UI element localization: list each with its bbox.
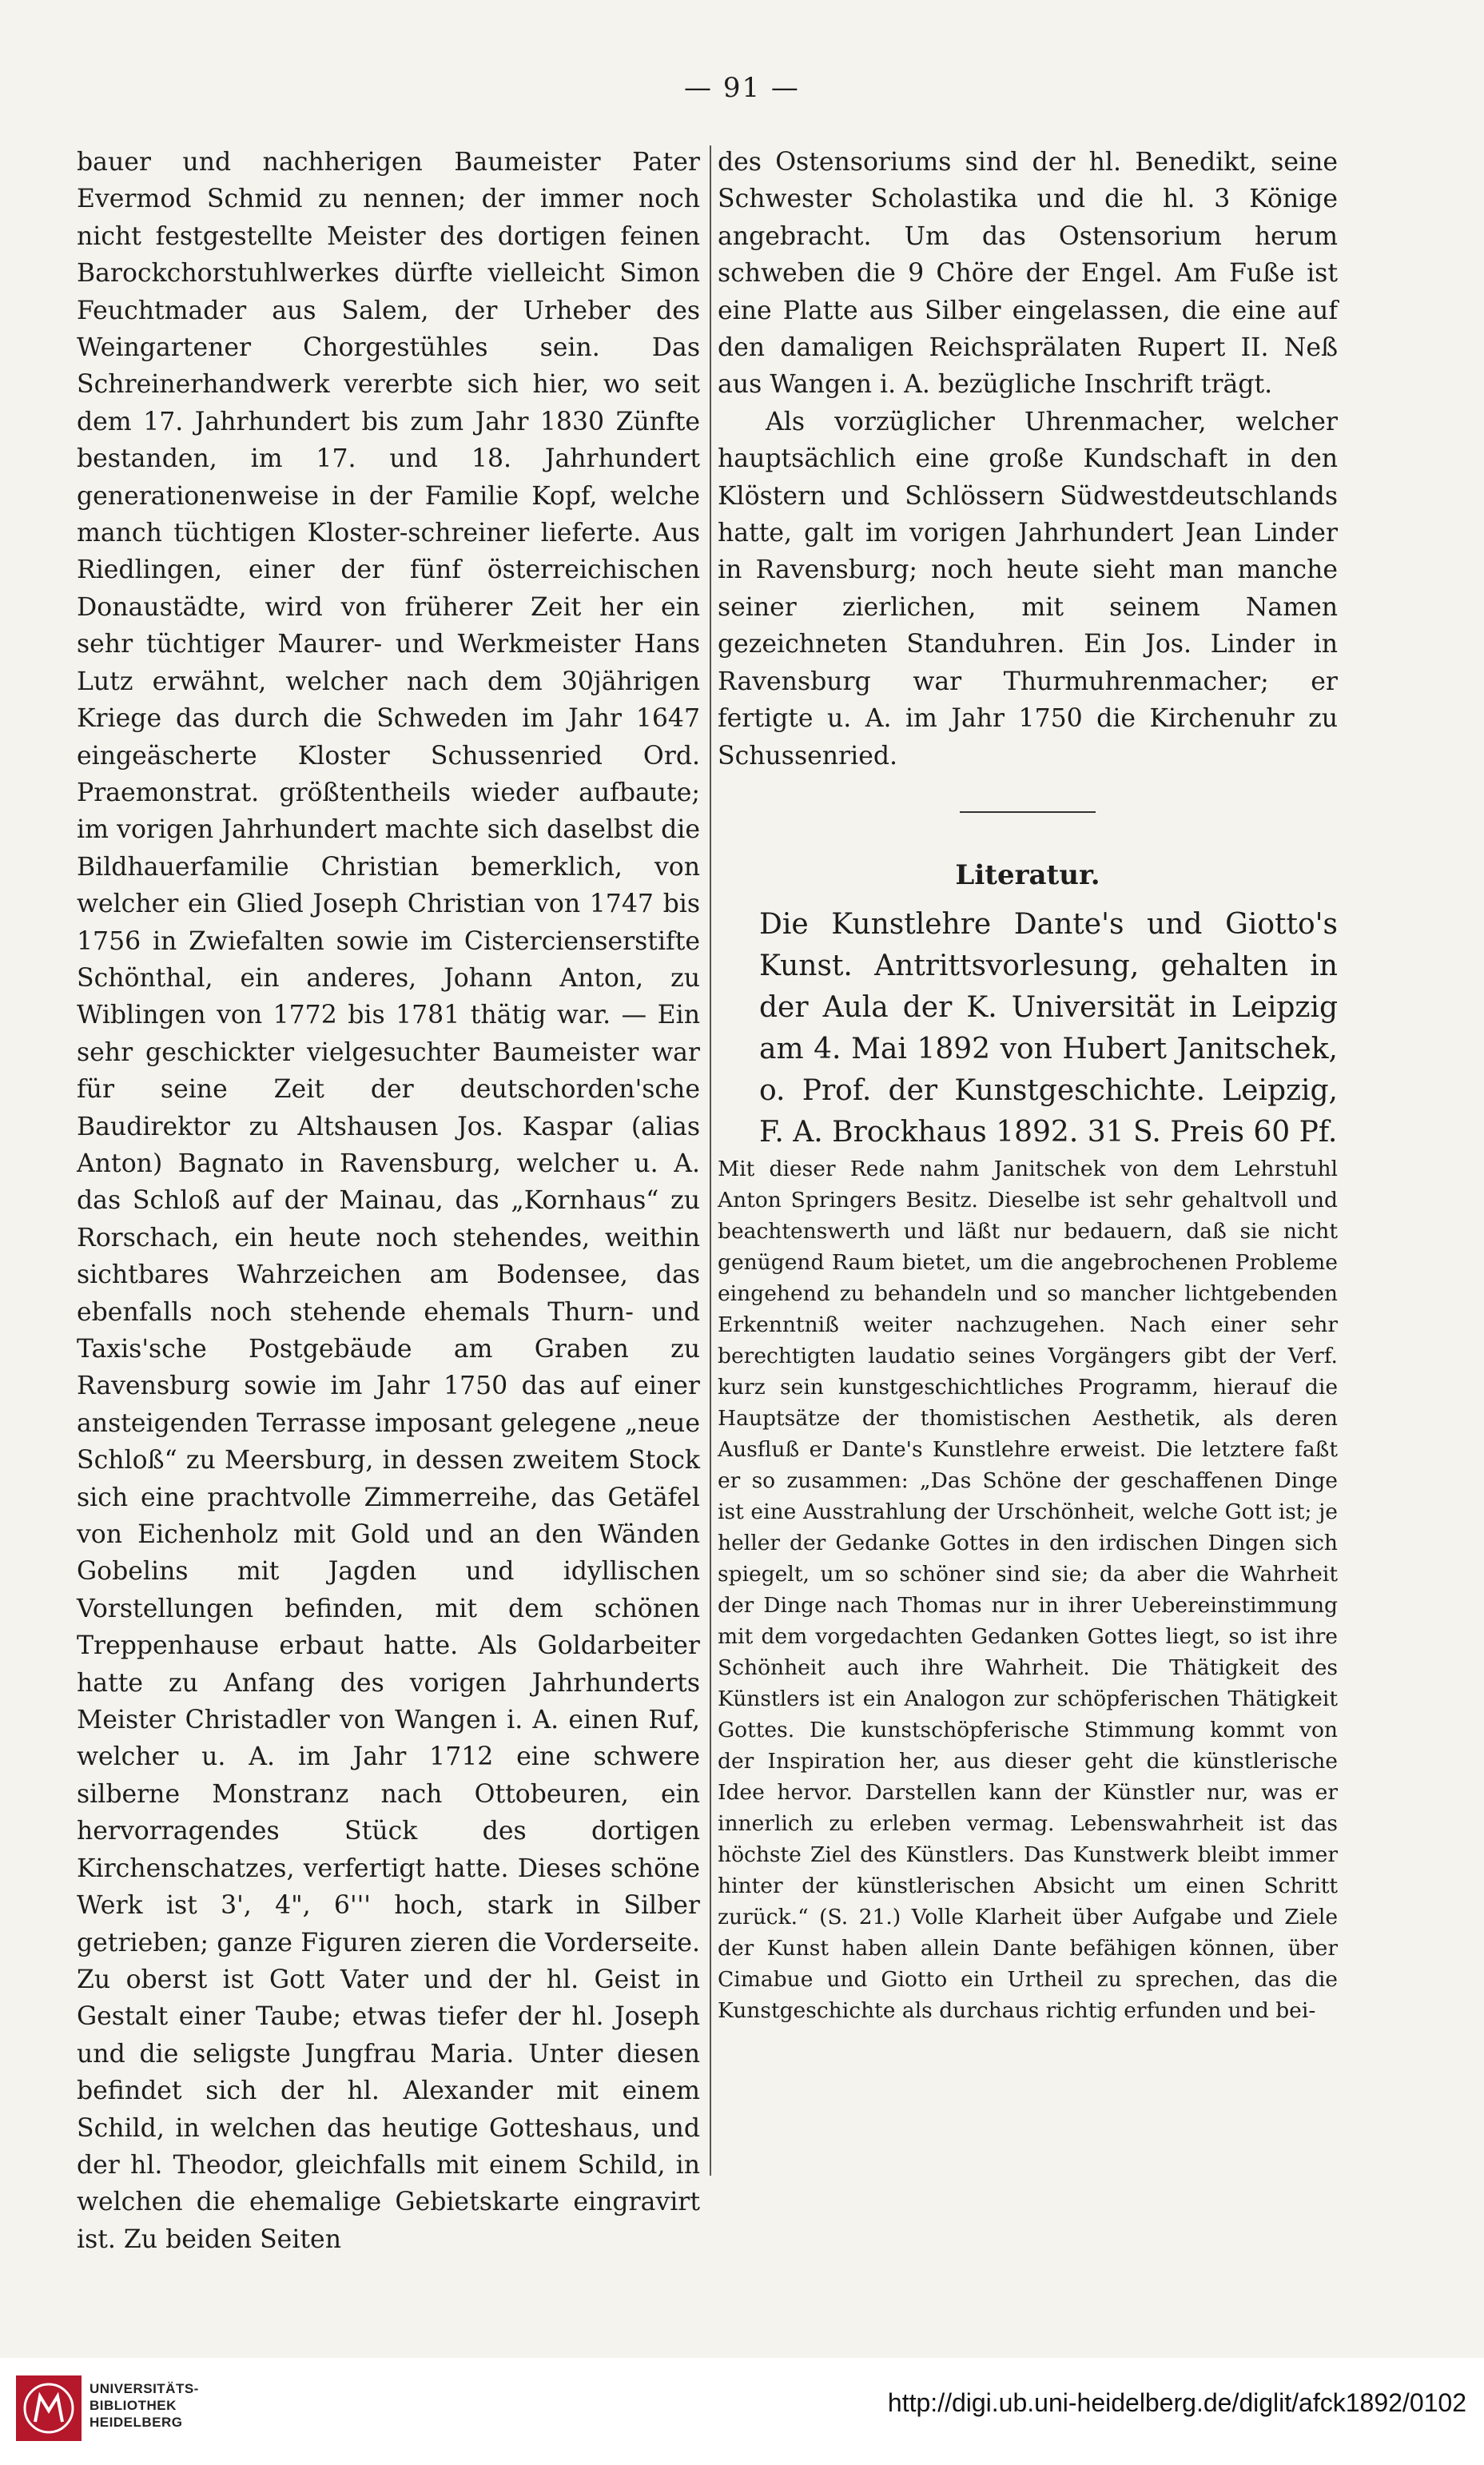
book-title-entry: Die Kunstlehre Dante's und Giotto's Kunst. Antrittsvorlesung, gehalten in der Aula der K. Universität in Leipzig am 4. Mai 1892 von Hubert Janitschek, o. Prof. der Kunstgeschichte. Leipzig, F. A. Brockhaus 1892. 31 S. Preis 60 Pf. xyxy=(759,907,1338,1149)
literatur-heading: Literatur. xyxy=(955,858,1100,891)
left-column-text: bauer und nachherigen Baumeister Pater Evermod Schmid zu nennen; der immer noch nicht festgestellte Meister des dortigen feinen Barockchorstuhlwerkes dürfte vielleicht Simon Feuchtmader aus Salem, der Urheber des Weingartener Chorgestühles sein. Das Schreinerhandwerk vererbte sich hier, wo seit dem 17. Jahrhundert bis zum Jahr 1830 Zünfte bestanden, im 17. und 18. Jahrhundert generationenweise in der Familie Kopf, welche manch tüchtigen Kloster-schreiner lieferte. Aus Riedlingen, einer der fünf österreichischen Donaustädte, wird von früherer Zeit her ein sehr tüchtiger Maurer- und Werkmeister Hans Lutz erwähnt, welcher nach dem 30jährigen Kriege das durch die Schweden im Jahr 1647 eingeäscherte Kloster Schussenried Ord. Praemonstrat. größtentheils wieder aufbaute; im vorigen Jahrhundert machte sich daselbst die Bildhauerfamilie Christian bemerklich, von welcher ein Glied Joseph Christian von 1747 bis 1756 in Zwiefalten sowie im Cistercienserstifte Schönthal, ein anderes, Johann Anton, zu Wiblingen von 1772 bis 1781 thätig war. — Ein sehr geschickter vielgesuchter Baumeister war für seine Zeit der deutschorden'sche Baudirektor zu Altshausen Jos. Kaspar (alias Anton) Bagnato in Ravensburg, welcher u. A. das Schloß auf der Mainau, das „Kornhaus“ zu Rorschach, ein heute noch stehendes, weithin sichtbares Wahrzeichen am Bodensee, das ebenfalls noch stehende ehemals Thurn- und Taxis'sche Postgebäude am Graben zu Ravensburg sowie im Jahr 1750 das auf einer ansteigenden Terrasse imposant gelegene „neue Schloß“ zu Meersburg, in dessen zweitem Stock sich eine prachtvolle Zimmerreihe, das Getäfel von Eichenholz mit Gold und an den Wänden Gobelins mit Jagden und idyllischen Vorstellungen befinden, mit dem schönen Treppenhause erbaut hatte. Als Goldarbeiter hatte zu Anfang des vorigen Jahrhunderts Meister Christadler von Wangen i. A. einen Ruf, welcher u. A. im Jahr 1712 eine schwere silberne Monstranz nach Ottobeuren, ein hervorragendes Stück des dortigen Kirchenschatzes, verfertigt hatte. Dieses schöne Werk ist 3', 4", 6''' hoch, stark in Silber getrieben; ganze Figuren zieren die Vorderseite. Zu oberst ist Gott Vater und der hl. Geist in Gestalt einer Taube; etwas tiefer der hl. Joseph und die seligste Jungfrau Maria. Unter diesen befindet sich der hl. Alexander mit einem Schild, in welchen das heutige Gotteshaus, und der hl. Theodor, gleichfalls mit einem Schild, in welchen die ehemalige Gebietskarte eingravirt ist. Zu beiden Seiten xyxy=(77,148,700,2254)
left-column xyxy=(77,144,700,2258)
uhrenmacher-paragraph: Als vorzüglicher Uhrenmacher, welcher hauptsächlich eine große Kundschaft in den Klöstern und Schlössern Südwestdeutschlands hatte, galt im vorigen Jahrhundert Jean Linder in Ravensburg; noch heute sieht man manche seiner zierlichen, mit seinem Namen gezeichneten Standuhren. Ein Jos. Linder in Ravensburg war Thurmuhrenmacher; er fertigte u. A. im Jahr 1750 die Kirchenuhr zu Schussenried. xyxy=(718,407,1338,771)
library-name-line1: UNIVERSITÄTS- xyxy=(90,2381,199,2396)
library-name-line2: BIBLIOTHEK xyxy=(90,2398,177,2413)
right-column xyxy=(718,144,1338,2026)
footer-bar xyxy=(0,2358,1484,2465)
library-name xyxy=(90,2380,199,2431)
column-divider xyxy=(710,145,711,2176)
ostensorium-paragraph: des Ostensoriums sind der hl. Benedikt, seine Schwester Scholastika und die hl. 3 Könige angebracht. Um das Ostensorium herum schweben die 9 Chöre der Engel. Am Fuße ist eine Platte aus Silber eingelassen, die eine auf den damaligen Reichsprälaten Rupert II. Neß aus Wangen i. A. bezügliche Inschrift trägt. xyxy=(718,148,1338,400)
section-rule xyxy=(960,811,1096,813)
page-number: — 91 — xyxy=(684,72,800,104)
library-seal-icon xyxy=(16,2375,82,2441)
review-text: Mit dieser Rede nahm Janitschek von dem Lehrstuhl Anton Springers Besitz. Dieselbe ist sehr gehaltvoll und beachtenswerth und läßt nur bedauern, daß sie nicht genügend Raum bietet, um die angebrochenen Probleme eingehend zu behandeln und so mancher lichtgebenden Erkenntniß weiter nachzugehen. Nach einer sehr berechtigten laudatio seines Vorgängers gibt der Verf. kurz sein kunstgeschichtliches Programm, hierauf die Hauptsätze der thomistischen Aesthetik, als deren Ausfluß er Dante's Kunstlehre erweist. Die letztere faßt er so zusammen: „Das Schöne der geschaffenen Dinge ist eine Ausstrahlung der Urschönheit, welche Gott ist; je heller der Gedanke Gottes in den irdischen Dingen sich spiegelt, um so schöner sind sie; da aber die Wahrheit der Dinge nach Thomas nur in ihrer Uebereinstimmung mit dem vorgedachten Gedanken Gottes liegt, so ist ihre Schönheit auch ihre Wahrheit. Die Thätigkeit des Künstlers ist ein Analogon zur schöpferischen Thätigkeit Gottes. Die kunstschöpferische Stimmung kommt von der Inspiration her, aus dieser geht die künstlerische Idee hervor. Darstellen kann der Künstler nur, was er innerlich zu erleben vermag. Lebenswahrheit ist das höchste Ziel des Künstlers. Das Kunstwerk bleibt immer hinter der künstlerischen Absicht um einen Schritt zurück.“ (S. 21.) Volle Klarheit über Aufgabe und Ziele der Kunst haben allein Dante befähigen können, über Cimabue und Giotto ein Urtheil zu sprechen, das die Kunstgeschichte als durchaus richtig erfunden und bei- xyxy=(718,1156,1338,2023)
source-url-link[interactable]: http://digi.ub.uni-heidelberg.de/diglit/afck1892/0102 xyxy=(887,2388,1466,2417)
library-name-line3: HEIDELBERG xyxy=(90,2415,183,2430)
